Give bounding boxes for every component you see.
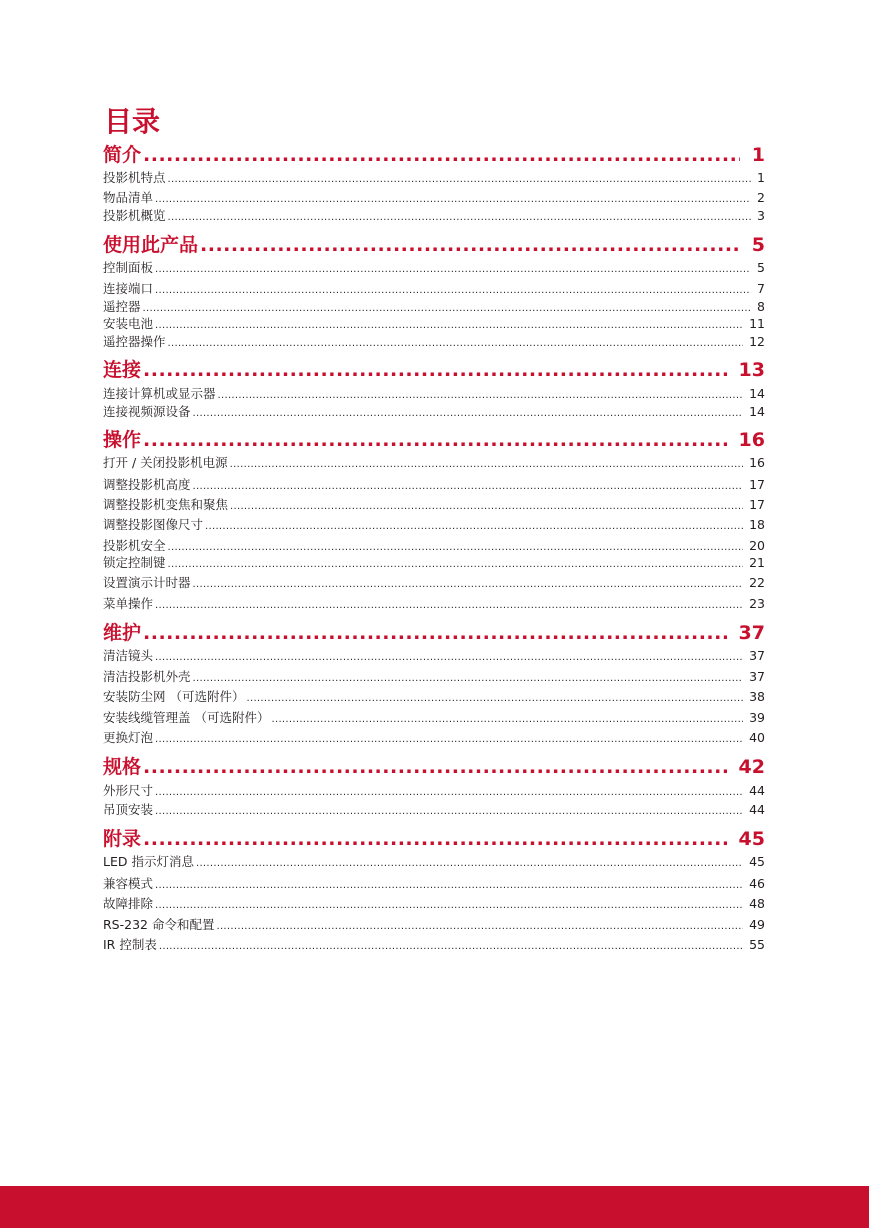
dot-leader <box>193 671 744 687</box>
dot-leader <box>143 620 727 646</box>
toc-entry-title: 连接计算机或显示器 <box>103 386 216 401</box>
toc-section[interactable] <box>103 620 765 646</box>
toc-entry-title: 调整投影图像尺寸 <box>103 517 204 532</box>
dot-leader <box>271 712 743 728</box>
toc-entry-title: 故障排除 <box>103 896 154 911</box>
toc-entry[interactable] <box>103 538 765 554</box>
toc-entry[interactable] <box>103 917 765 933</box>
toc-entry-title: 菜单操作 <box>103 596 154 611</box>
toc-section-page: 13 <box>738 359 765 381</box>
toc-entry[interactable] <box>103 937 765 953</box>
toc-entry-page: 8 <box>757 299 765 314</box>
dot-leader <box>155 878 743 894</box>
toc-entry-page: 23 <box>749 596 765 611</box>
toc-entry-title: 控制面板 <box>103 260 154 275</box>
toc-entry-page: 46 <box>749 876 765 891</box>
toc-entry-page: 2 <box>757 190 765 205</box>
dot-leader <box>196 856 743 872</box>
dot-leader <box>143 301 752 317</box>
toc-entry[interactable] <box>103 208 765 224</box>
toc-entry-title: 清洁镜头 <box>103 648 154 663</box>
toc-entry-page: 11 <box>749 316 765 331</box>
toc-entry[interactable] <box>103 710 765 726</box>
toc-entry-page: 17 <box>749 477 765 492</box>
toc-entry-page: 44 <box>749 802 765 817</box>
toc-entry-title: 投影机概览 <box>103 208 166 223</box>
toc-section-page: 45 <box>738 828 765 850</box>
toc-entry-page: 55 <box>749 937 765 952</box>
toc-entry-title: 调整投影机变焦和聚焦 <box>103 497 229 512</box>
toc-entry-title: 更换灯泡 <box>103 730 154 745</box>
toc-entry[interactable] <box>103 455 765 471</box>
toc-entry-page: 37 <box>749 648 765 663</box>
toc-section[interactable] <box>103 754 765 780</box>
toc-entry-page: 22 <box>749 575 765 590</box>
dot-leader <box>168 557 744 573</box>
toc-section[interactable] <box>103 357 765 383</box>
toc-entry-title: 物品清单 <box>103 190 154 205</box>
toc-entry-title: LED 指示灯消息 <box>103 854 194 869</box>
toc-entry-title: 投影机安全 <box>103 538 166 553</box>
toc-entry[interactable] <box>103 497 765 513</box>
toc-section-title: 连接 <box>103 359 142 381</box>
toc-entry-page: 5 <box>757 260 765 275</box>
toc-entry-title: 锁定控制键 <box>103 555 166 570</box>
dot-leader <box>200 232 740 258</box>
toc-entry-page: 7 <box>757 281 765 296</box>
toc-entry-title: 调整投影机高度 <box>103 477 191 492</box>
toc-section[interactable] <box>103 142 765 168</box>
dot-leader <box>230 499 743 515</box>
dot-leader <box>155 192 751 208</box>
dot-leader <box>155 804 743 820</box>
toc-section-title: 操作 <box>103 429 142 451</box>
dot-leader <box>193 479 744 495</box>
dot-leader <box>155 283 751 299</box>
dot-leader <box>168 172 752 188</box>
toc-entry-title: 投影机特点 <box>103 170 166 185</box>
toc-entry-title: 打开 / 关闭投影机电源 <box>103 455 228 470</box>
toc-section-page: 5 <box>751 234 765 256</box>
toc-entry[interactable] <box>103 802 765 818</box>
toc-entry-page: 1 <box>757 170 765 185</box>
toc-entry[interactable] <box>103 689 765 705</box>
toc-section[interactable] <box>103 232 765 258</box>
footer-bar <box>0 1186 869 1228</box>
dot-leader <box>143 357 727 383</box>
dot-leader <box>218 388 744 404</box>
dot-leader <box>155 262 751 278</box>
page-title: 目录 <box>104 105 161 138</box>
toc-entry-page: 37 <box>749 669 765 684</box>
toc-entry-page: 3 <box>757 208 765 223</box>
toc-entry[interactable] <box>103 896 765 912</box>
toc-entry[interactable] <box>103 596 765 612</box>
toc-entry[interactable] <box>103 477 765 493</box>
dot-leader <box>205 519 743 535</box>
toc-entry-page: 16 <box>749 455 765 470</box>
dot-leader <box>155 318 743 334</box>
toc-entry[interactable] <box>103 730 765 746</box>
toc-entry-title: 连接视频源设备 <box>103 404 191 419</box>
dot-leader <box>168 336 744 352</box>
toc-entry-page: 39 <box>749 710 765 725</box>
dot-leader <box>155 898 743 914</box>
toc-section-title: 维护 <box>103 622 142 644</box>
toc-entry[interactable] <box>103 281 765 297</box>
toc-entry[interactable] <box>103 783 765 799</box>
toc-entry-title: 外形尺寸 <box>103 783 154 798</box>
dot-leader <box>143 142 740 168</box>
toc-section-page: 16 <box>738 429 765 451</box>
toc-section-title: 使用此产品 <box>103 234 199 256</box>
toc-entry-page: 17 <box>749 497 765 512</box>
toc-entry[interactable] <box>103 648 765 664</box>
toc-section[interactable] <box>103 826 765 852</box>
toc-section-title: 附录 <box>103 828 142 850</box>
toc-entry-title: 设置演示计时器 <box>103 575 191 590</box>
toc-entry-page: 45 <box>749 854 765 869</box>
toc-entry-title: 安装电池 <box>103 316 154 331</box>
toc-entry-title: 兼容模式 <box>103 876 154 891</box>
toc-entry-page: 14 <box>749 404 765 419</box>
toc-entry-title: 吊顶安装 <box>103 802 154 817</box>
toc-entry[interactable] <box>103 190 765 206</box>
toc-entry[interactable] <box>103 299 765 315</box>
toc-section-page: 1 <box>751 144 765 166</box>
toc-entry[interactable] <box>103 854 765 870</box>
toc-section-title: 简介 <box>103 144 142 166</box>
dot-leader <box>159 939 743 955</box>
dot-leader <box>143 427 727 453</box>
toc-section-page: 42 <box>738 756 765 778</box>
toc-entry-page: 18 <box>749 517 765 532</box>
toc-entry[interactable] <box>103 260 765 276</box>
toc-entry-page: 20 <box>749 538 765 553</box>
dot-leader <box>155 598 743 614</box>
toc-entry-title: 连接端口 <box>103 281 154 296</box>
dot-leader <box>193 577 744 593</box>
dot-leader <box>143 754 727 780</box>
dot-leader <box>155 732 743 748</box>
toc-entry-title: 清洁投影机外壳 <box>103 669 191 684</box>
toc-entry[interactable] <box>103 555 765 571</box>
toc-entry-page: 38 <box>749 689 765 704</box>
dot-leader <box>216 919 743 935</box>
dot-leader <box>143 826 727 852</box>
toc-entry[interactable] <box>103 404 765 420</box>
toc-entry-title: RS-232 命令和配置 <box>103 917 215 932</box>
toc-entry-page: 48 <box>749 896 765 911</box>
toc-entry-title: 遥控器操作 <box>103 334 166 349</box>
dot-leader <box>168 540 744 556</box>
toc-entry[interactable] <box>103 876 765 892</box>
toc-entry-page: 49 <box>749 917 765 932</box>
dot-leader <box>230 457 743 473</box>
dot-leader <box>246 691 743 707</box>
dot-leader <box>155 650 743 666</box>
toc-entry[interactable] <box>103 334 765 350</box>
toc-entry-page: 12 <box>749 334 765 349</box>
toc-entry-page: 21 <box>749 555 765 570</box>
dot-leader <box>193 406 744 422</box>
toc-entry-page: 44 <box>749 783 765 798</box>
toc-section[interactable] <box>103 427 765 453</box>
toc-entry[interactable] <box>103 669 765 685</box>
toc-entry[interactable] <box>103 575 765 591</box>
toc-entry-title: 遥控器 <box>103 299 141 314</box>
toc-entry[interactable] <box>103 386 765 402</box>
toc-entry-title: 安装防尘网 （可选附件） <box>103 689 245 704</box>
toc-section-page: 37 <box>738 622 765 644</box>
toc-section-title: 规格 <box>103 756 142 778</box>
toc-entry-title: IR 控制表 <box>103 937 157 952</box>
dot-leader <box>155 785 743 801</box>
toc-entry[interactable] <box>103 170 765 186</box>
toc-entry[interactable] <box>103 316 765 332</box>
toc-entry-title: 安装线缆管理盖 （可选附件） <box>103 710 270 725</box>
toc-entry-page: 40 <box>749 730 765 745</box>
toc-entry-page: 14 <box>749 386 765 401</box>
toc-entry[interactable] <box>103 517 765 533</box>
dot-leader <box>168 210 752 226</box>
